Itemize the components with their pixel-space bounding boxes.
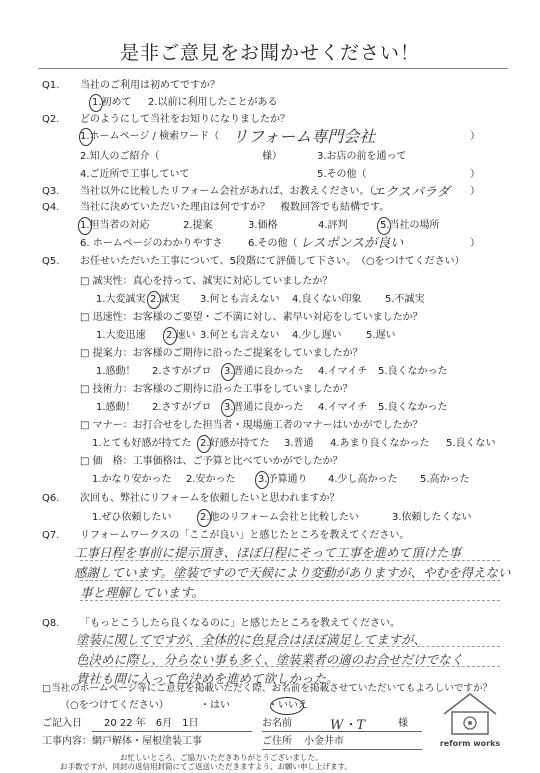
q4-text: 当社に決めていただいた理由は何ですか？ 複数回答でも結構です。 xyxy=(80,202,390,213)
q4-number: Q4. xyxy=(42,202,60,213)
q5-item-2-circle-mark xyxy=(221,363,235,381)
q5-item-1-opt-3[interactable]: 3.何とも言えない xyxy=(200,330,280,341)
logo-text: reform works xyxy=(439,739,501,748)
date-underline xyxy=(92,731,252,732)
q5-item-3-opt-3[interactable]: 3.普通に良かった xyxy=(224,402,304,413)
name-value[interactable]: W・T xyxy=(330,718,366,733)
address-value: 小金井市 xyxy=(304,736,344,747)
q5-item-5-circle-mark xyxy=(255,471,269,489)
q4-option-1[interactable]: 1.担当者の対応 xyxy=(80,220,150,231)
q5-item-1-opt-2[interactable]: 2.速い xyxy=(166,330,196,341)
q7-text: リフォームワークスの「ここが良い」と感じたところを教えてください。 xyxy=(80,530,410,541)
q5-number: Q5. xyxy=(42,256,60,267)
q3-close: ） xyxy=(470,186,480,197)
date-value[interactable]: 20 22 年 6月 1日 xyxy=(104,718,199,729)
date-label: ご記入日 xyxy=(42,718,82,729)
q4-option-6[interactable]: 6. ホームページのわかりやすさ xyxy=(80,238,223,249)
q5-item-0-opt-3[interactable]: 3.何とも言えない xyxy=(200,294,280,305)
q5-item-0-opt-5[interactable]: 5.不誠実 xyxy=(385,294,425,305)
q7-number: Q7. xyxy=(42,530,60,541)
q8-handwritten-line-2: 色決めに際し、分らない事も多く、塗装業者の適のお合せだけでなく xyxy=(76,652,464,667)
q5-item-4-opt-2[interactable]: 2.好感が持てた xyxy=(200,438,270,449)
q8-text: 「もっとこうしたら良くなるのに」と感じたところを教えてください。 xyxy=(80,618,400,629)
q5-item-5-opt-1[interactable]: 1.かなり安かった xyxy=(92,474,172,485)
q5-item-4-opt-3[interactable]: 3.普通 xyxy=(284,438,314,449)
q2-option-2-sama: 様） xyxy=(262,151,282,162)
q6-circle-mark xyxy=(197,509,211,527)
q7-handwritten-line-2: 感謝しています。塗装ですので天候により変動がありますが、やむを得えない xyxy=(74,565,511,580)
q2-option-2[interactable]: 2.知人のご紹介（ xyxy=(80,151,160,162)
q2-text: どのようにして当社をお知りになりましたか？ xyxy=(80,114,290,125)
name-underline xyxy=(262,731,422,732)
q1-number: Q1. xyxy=(42,80,60,91)
q3-handwritten-answer: エクスパラダ xyxy=(372,185,450,200)
q5-item-3-opt-4[interactable]: 4.イマイチ xyxy=(318,402,368,413)
q5-item-4-circle-mark xyxy=(197,435,211,453)
q5-item-5-opt-2[interactable]: 2.安かった xyxy=(186,474,236,485)
q5-item-1-opt-1[interactable]: 1.大変迅速 xyxy=(96,330,146,341)
q4-option-4[interactable]: 4.評判 xyxy=(318,220,348,231)
q5-item-0-opt-1[interactable]: 1.大変誠実 xyxy=(96,294,146,305)
q8-handwritten-line-1: 塗装に関してですが、全体的に色見合はほぼ満足してますが、 xyxy=(76,632,427,647)
q4-handwritten-other: レスポンスが良い xyxy=(300,236,404,251)
q4-circle-mark-1 xyxy=(78,217,92,235)
q5-item-2-opt-3[interactable]: 3.普通に良かった xyxy=(224,366,304,377)
page-title: 是非ご意見をお聞かせください！ xyxy=(119,42,420,64)
title-underline xyxy=(38,68,508,69)
q3-text: 当社以外に比較したリフォーム会社があれば、お教えください。（ xyxy=(80,186,375,197)
q1-circle-mark xyxy=(89,94,103,112)
q7-handwritten-line-3: 事と理解しています。 xyxy=(80,585,205,600)
q5-item-1-opt-4[interactable]: 4.少し遅い xyxy=(292,330,342,341)
q2-option-1[interactable]: 1.ホームページ / 検索ワード（ xyxy=(80,131,220,142)
q5-item-label: □ 提案力：お客様のご期待に沿ったご提案をしていましたか？ xyxy=(80,348,363,359)
consent-no[interactable]: ・いいえ xyxy=(268,700,308,711)
q2-option-5[interactable]: 5.その他（ xyxy=(317,169,367,180)
q5-item-label: □ 迅速性：お客様のご要望・ご不満に対し、素早い対応をしていましたか？ xyxy=(80,312,423,323)
address-label: ご住所 xyxy=(262,736,292,747)
work-label: 工事内容： xyxy=(42,736,92,747)
q6-option-2[interactable]: 2.他のリフォーム会社と比較したい xyxy=(200,512,360,523)
return-note: お手数ですが、同封の返信用封筒にてご返送いただきますよう、お願い申し上げます。 xyxy=(60,762,352,771)
q5-item-1-opt-5[interactable]: 5.遅い xyxy=(366,330,396,341)
q4-option-5[interactable]: 5.当社の場所 xyxy=(380,220,440,231)
q5-item-2-opt-2[interactable]: 2.さすがプロ xyxy=(152,366,212,377)
q5-item-1-circle-mark xyxy=(163,327,177,345)
q5-item-5-opt-5[interactable]: 5.高かった xyxy=(420,474,470,485)
q5-item-0-circle-mark xyxy=(147,291,161,309)
q5-item-4-opt-5[interactable]: 5.良くない xyxy=(446,438,496,449)
q2-option-5-close: ） xyxy=(470,169,480,180)
q3-number: Q3. xyxy=(42,186,60,197)
q5-item-label: □ 価 格：工事価格は、ご予算と比べていかがでしたか？ xyxy=(80,456,343,467)
q4-option-2[interactable]: 2.提案 xyxy=(183,220,213,231)
q4-option-7[interactable]: 6.その他（ xyxy=(248,238,298,249)
q8-number: Q8. xyxy=(42,618,60,629)
name-label: お名前 xyxy=(262,718,292,729)
q5-item-2-opt-4[interactable]: 4.イマイチ xyxy=(318,366,368,377)
q5-item-4-opt-1[interactable]: 1.とても好感が持てた xyxy=(92,438,192,449)
q5-item-2-opt-1[interactable]: 1.感動！ xyxy=(96,366,136,377)
consent-circle-mark xyxy=(270,697,304,715)
consent-instruction: （○をつけてください） xyxy=(60,700,169,711)
q5-item-0-opt-2[interactable]: 2.誠実 xyxy=(150,294,180,305)
consent-question: □当社のホームページ等にご意見を掲載いただく際、お名前を掲載させていただいてもよろしいですか？ xyxy=(42,683,493,694)
q8-handwritten-line-3: 貴社も間に入って色決めを進めて欲しかった。 xyxy=(76,671,339,686)
q5-item-label: □ 技術力：お客様のご期待に沿った工事をしていましたか？ xyxy=(80,384,353,395)
q6-option-1[interactable]: 1.ぜひ依頼したい xyxy=(92,512,172,523)
q6-number: Q6. xyxy=(42,493,60,504)
q5-item-label: □ マナー：お打合せをした担当者・現場施工者のマナーはいかがでしたか？ xyxy=(80,420,423,431)
q2-option-3[interactable]: 3.お店の前を通って xyxy=(317,151,407,162)
q5-text: お任せいただいた工事について、5段階にて評価して下さい。 （○をつけてください） xyxy=(80,256,465,267)
q5-item-2-opt-5[interactable]: 5.良くなかった xyxy=(378,366,448,377)
q2-handwritten-keyword: リフォーム専門会社 xyxy=(232,127,376,146)
reform-works-logo xyxy=(430,690,510,760)
q6-option-3[interactable]: 3.依頼したくない xyxy=(392,512,472,523)
q2-option-1-close: ） xyxy=(470,131,480,142)
q7-handwritten-line-1: 工事日程を事前に提示頂き、ほぼ日程にそって工事を進めて頂けた事 xyxy=(74,545,462,560)
q1-option-2[interactable]: 2.以前に利用したことがある xyxy=(148,97,278,108)
house-logo-icon xyxy=(430,690,510,736)
q5-item-3-opt-1[interactable]: 1.感動！ xyxy=(96,402,136,413)
q5-item-5-opt-3[interactable]: 3.予算通り xyxy=(258,474,308,485)
q5-item-0-opt-4[interactable]: 4.良くない印象 xyxy=(292,294,362,305)
address-underline xyxy=(262,749,422,750)
q5-item-label: □ 誠実性：真心を持って、誠実に対応していましたか？ xyxy=(80,276,333,287)
q2-number: Q2. xyxy=(42,114,60,125)
q5-item-3-opt-5[interactable]: 5.良くなかった xyxy=(378,402,448,413)
q5-item-4-opt-4[interactable]: 4.あまり良くなかった xyxy=(330,438,430,449)
q1-text: 当社のご利用は初めてですか？ xyxy=(80,80,220,91)
q6-text: 次回も、弊社にリフォームを依頼したいと思われますか？ xyxy=(80,493,340,504)
consent-yes[interactable]: ・はい xyxy=(200,700,230,711)
name-sama: 様 xyxy=(398,718,408,729)
q4-option-3[interactable]: 3.価格 xyxy=(248,220,278,231)
q2-circle-mark xyxy=(79,128,93,146)
q5-item-3-opt-2[interactable]: 2.さすがプロ xyxy=(152,402,212,413)
q5-item-5-opt-4[interactable]: 4.少し高かった xyxy=(328,474,398,485)
q2-option-4[interactable]: 4.ご近所で工事していて xyxy=(80,169,190,180)
q5-item-3-circle-mark xyxy=(221,399,235,417)
thanks-note: お忙しいところ、ご協力いただきありがとうございました。 xyxy=(120,753,323,762)
q1-option-1[interactable]: 1.初めて xyxy=(92,97,132,108)
q4-option-7-close: ） xyxy=(470,238,480,249)
work-value: 網戸解体・屋根塗装工事 xyxy=(92,736,202,747)
